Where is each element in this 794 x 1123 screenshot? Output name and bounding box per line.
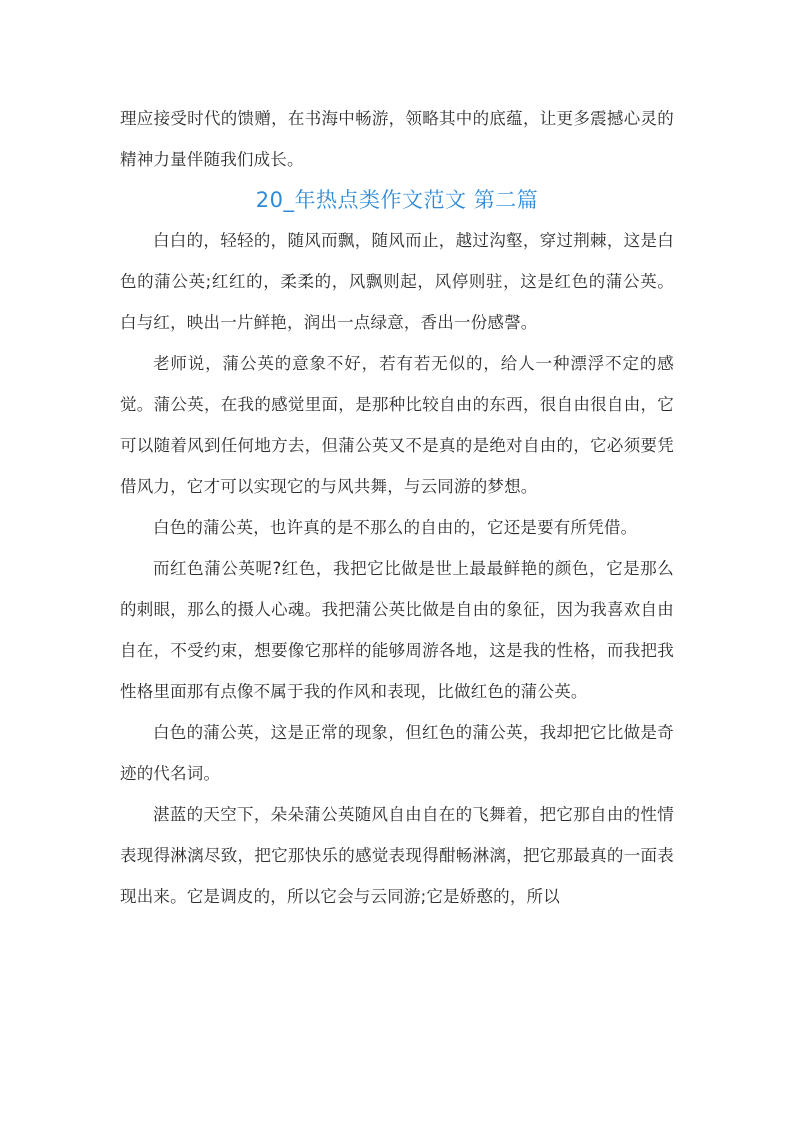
paragraph-3: 白色的蒲公英，也许真的是不那么的自由的，它还是要有所凭借。	[153, 518, 638, 537]
paragraph-4: 而红色蒲公英呢?红色，我把它比做是世上最最鲜艳的颜色，它是那么的刺眼，那么的摄人心魂。我把蒲公英比做是自由的象征，因为我喜欢自由自在，不受约束，想要像它那样的能够周游各地，这是我的性格，而我把我性格里面那有点像不属于我的作风和表现，比做红色的蒲公英。	[120, 559, 674, 701]
intro-paragraph: 理应接受时代的馈赠，在书海中畅游，领略其中的底蕴，让更多震撼心灵的精神力量伴随我们成长。	[120, 109, 674, 169]
paragraph-5: 白色的蒲公英，这是正常的现象，但红色的蒲公英，我却把它比做是奇迹的代名词。	[120, 723, 674, 783]
section-title: 20_年热点类作文范文 第二篇	[255, 188, 539, 212]
paragraph-6: 湛蓝的天空下，朵朵蒲公英随风自由自在的飞舞着，把它那自由的性情表现得淋漓尽致，把它那快乐的感觉表现得酣畅淋漓，把它那最真的一面表现出来。它是调皮的，所以它会与云同游;它是娇憨的，所以	[120, 805, 674, 906]
document-body	[120, 98, 674, 917]
paragraph-1: 白白的，轻轻的，随风而飘，随风而止，越过沟壑，穿过荆棘，这是白色的蒲公英;红红的，柔柔的，风飘则起，风停则驻，这是红色的蒲公英。白与红，映出一片鲜艳，润出一点绿意，香出一份感謦。	[120, 231, 674, 332]
paragraph-2: 老师说，蒲公英的意象不好，若有若无似的，给人一种漂浮不定的感觉。蒲公英，在我的感觉里面，是那种比较自由的东西，很自由很自由，它可以随着风到任何地方去，但蒲公英又不是真的是绝对自由的，它必须要凭借风力，它才可以实现它的与风共舞，与云同游的梦想。	[120, 354, 674, 496]
